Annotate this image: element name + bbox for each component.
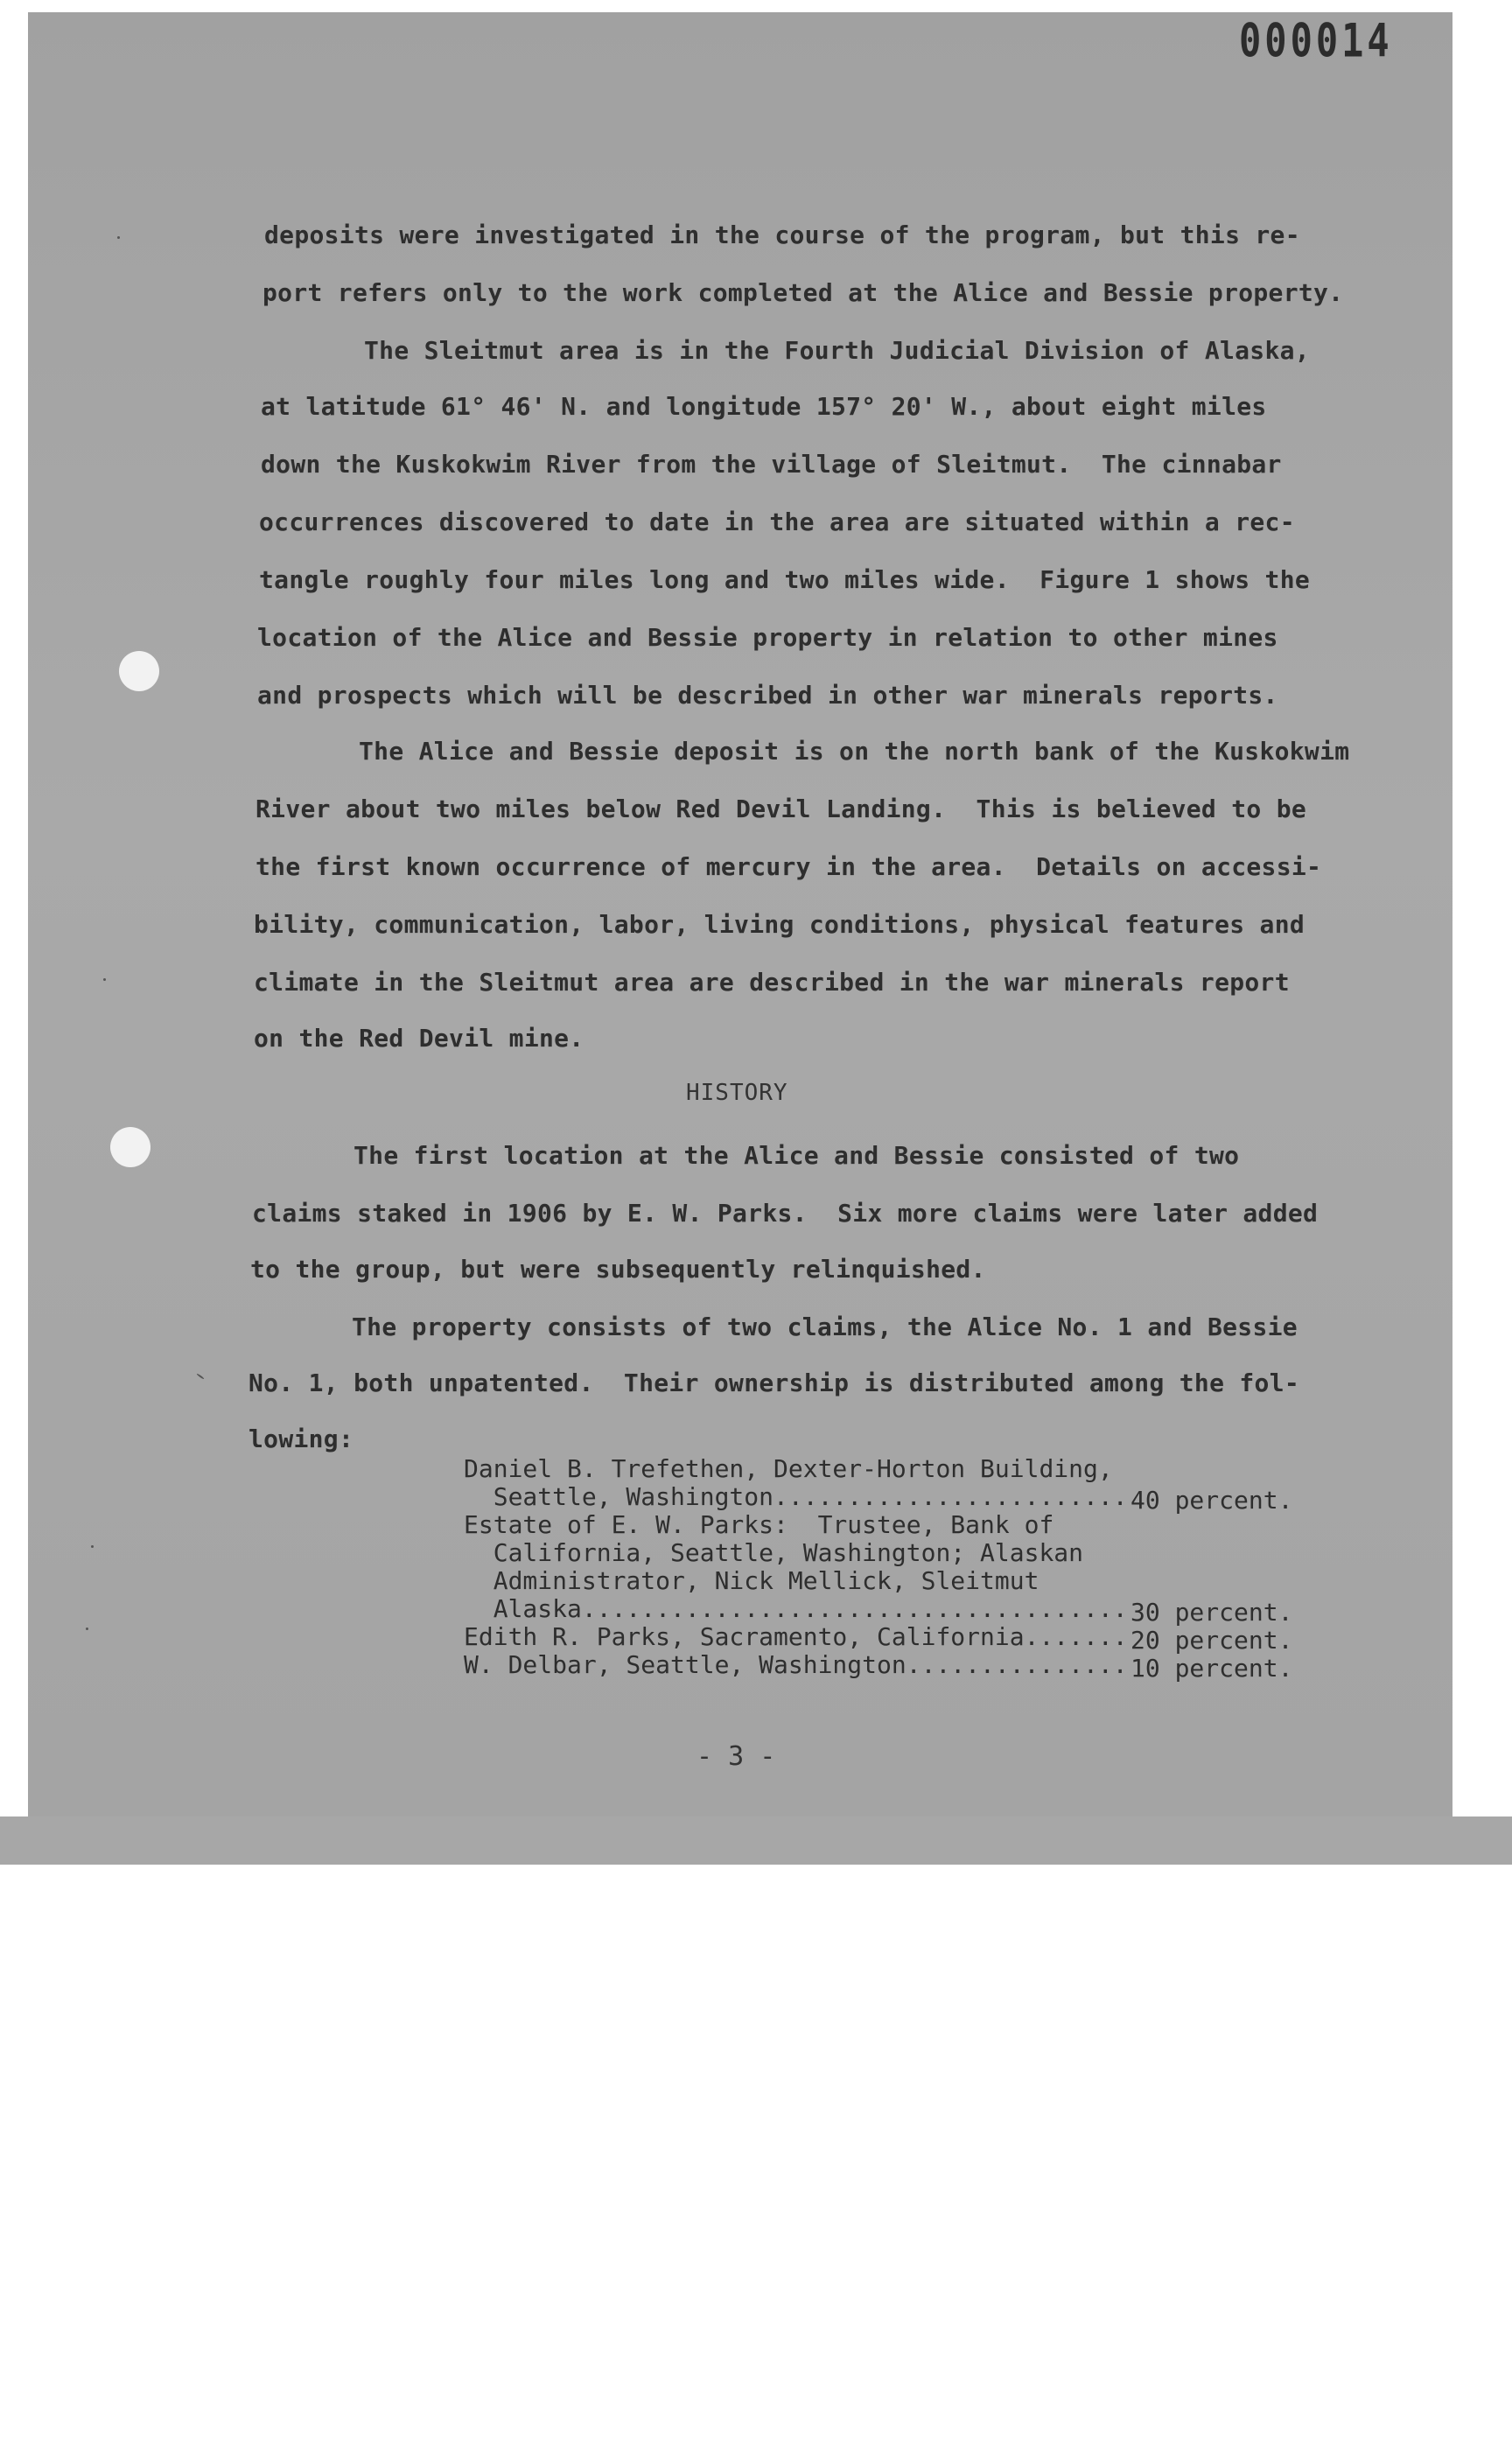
text-line: bility, communication, labor, living conditions, physical features and: [254, 910, 1306, 939]
text-line: River about two miles below Red Devil Landing. This is believed to be: [256, 794, 1307, 823]
speck: [86, 1628, 88, 1630]
owner-text: Seattle, Washington........................: [464, 1482, 1128, 1511]
text-line: on the Red Devil mine.: [254, 1024, 584, 1053]
owner-text: Estate of E. W. Parks: Trustee, Bank of: [464, 1510, 1054, 1539]
section-heading: HISTORY: [686, 1080, 788, 1106]
punch-hole-upper: [119, 651, 159, 691]
owner-percent: 40 percent.: [1130, 1486, 1293, 1515]
speck: [103, 978, 106, 981]
owner-percent: 20 percent.: [1130, 1626, 1293, 1655]
text-line: port refers only to the work completed at the Alice and Bessie property.: [262, 278, 1344, 307]
text-line: No. 1, both unpatented. Their ownership is distributed among the fol-: [248, 1368, 1300, 1397]
text-line: location of the Alice and Bessie property in relation to other mines: [257, 623, 1278, 652]
text-line: deposits were investigated in the course of the program, but this re-: [264, 220, 1300, 249]
text-line: claims staked in 1906 by E. W. Parks. Six more claims were later added: [252, 1199, 1319, 1228]
punch-hole-lower: [110, 1127, 150, 1167]
text-line: lowing:: [248, 1424, 354, 1453]
text-line: the first known occurrence of mercury in the area. Details on accessi-: [256, 852, 1322, 881]
text-line: down the Kuskokwim River from the village of Sleitmut. The cinnabar: [261, 450, 1282, 479]
text-line: occurrences discovered to date in the area are situated within a rec-: [259, 508, 1295, 536]
text-line: The first location at the Alice and Bessie consisted of two: [354, 1141, 1240, 1170]
page-number: - 3 -: [696, 1741, 776, 1772]
speck: [117, 236, 120, 239]
page-bottom-edge: [0, 1816, 1512, 1865]
owner-percent: 30 percent.: [1130, 1598, 1293, 1627]
owner-text: Edith R. Parks, Sacramento, California.......: [464, 1622, 1128, 1651]
text-line: to the group, but were subsequently relinquished.: [250, 1255, 986, 1284]
text-line: The Sleitmut area is in the Fourth Judicial Division of Alaska,: [364, 336, 1310, 365]
owner-text: California, Seattle, Washington; Alaskan: [464, 1538, 1084, 1567]
speck: [91, 1545, 94, 1548]
text-line: The Alice and Bessie deposit is on the north bank of the Kuskokwim: [359, 737, 1350, 766]
text-line: tangle roughly four miles long and two miles wide. Figure 1 shows the: [259, 565, 1311, 594]
text-line: climate in the Sleitmut area are described in the war minerals report: [254, 968, 1290, 997]
owner-text: Daniel B. Trefethen, Dexter-Horton Building,: [464, 1454, 1113, 1483]
text-line: The property consists of two claims, the Alice No. 1 and Bessie: [352, 1312, 1298, 1341]
text-line: at latitude 61° 46' N. and longitude 157° 20' W., about eight miles: [261, 392, 1267, 421]
owner-text: Administrator, Nick Mellick, Sleitmut: [464, 1566, 1040, 1595]
owner-text: Alaska.....................................: [464, 1594, 1128, 1623]
document-number: 000014: [1239, 13, 1393, 68]
text-line: and prospects which will be described in other war minerals reports.: [257, 681, 1278, 710]
owner-percent: 10 percent.: [1130, 1654, 1293, 1683]
owner-text: W. Delbar, Seattle, Washington...............: [464, 1650, 1128, 1679]
